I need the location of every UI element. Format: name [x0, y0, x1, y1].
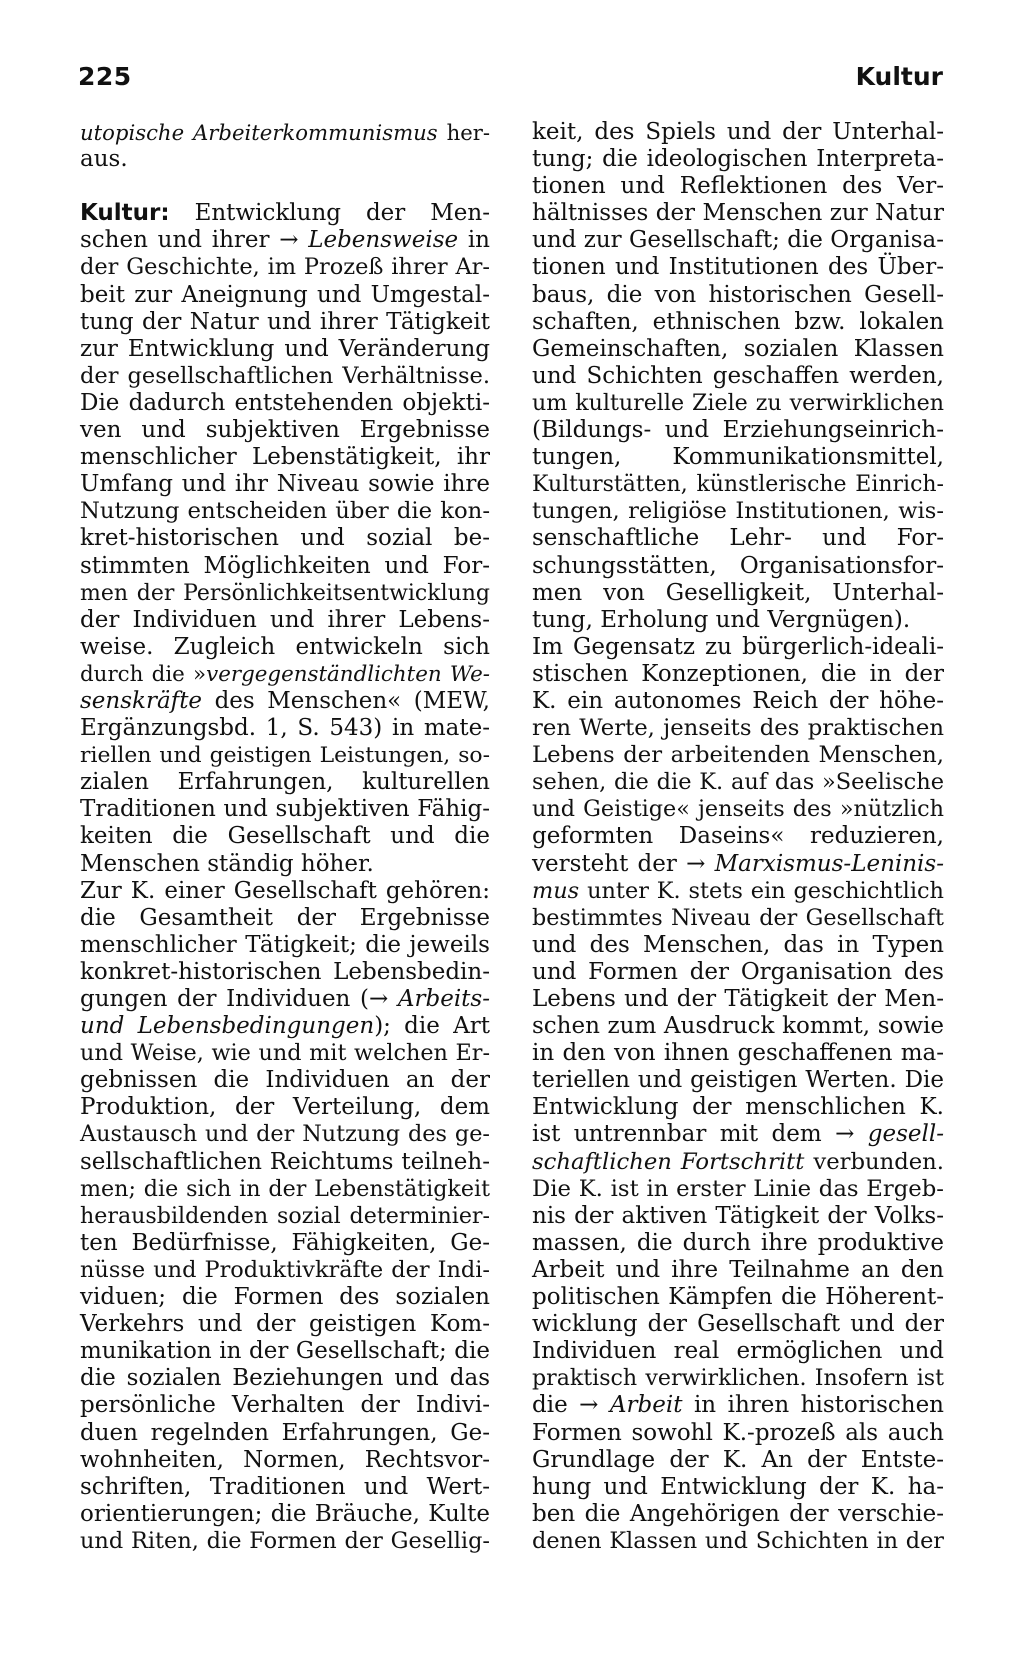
text-line: schungsstätten, Organisationsfor- [532, 552, 944, 579]
text-line: in den von ihnen geschaffenen ma- [532, 1040, 944, 1067]
text-line: ten Bedürfnisse, Fähigkeiten, Ge- [80, 1229, 490, 1256]
text-line: praktisch verwirklichen. Insofern ist [532, 1365, 944, 1392]
text-line: konkret-historischen Lebensbedin- [80, 958, 490, 985]
text-line: um kulturelle Ziele zu verwirklichen [532, 389, 944, 416]
text-line: Entwicklung der menschlichen K. [532, 1094, 944, 1121]
text-line: und Geistige« jenseits des »nützlich [532, 796, 944, 823]
text-line: Menschen ständig höher. [80, 850, 374, 877]
text-line: tung, Erholung und Vergnügen). [532, 606, 911, 633]
text-line: beit zur Aneignung und Umgestal- [80, 281, 490, 308]
text-line: zur Entwicklung und Veränderung [80, 335, 490, 362]
text-line: teriellen und geistigen Werten. Die [532, 1067, 944, 1094]
text-line: nüsse und Produktivkräfte der Indi- [80, 1256, 490, 1283]
text-line: und des Menschen, das in Typen [532, 931, 944, 958]
text-line: viduen; die Formen des sozialen [80, 1284, 490, 1311]
text-line: Lebens der arbeitenden Menschen, [532, 742, 944, 769]
text-line: Austausch und der Nutzung des ge- [80, 1121, 490, 1148]
text-line: aus. [80, 146, 128, 173]
text-line: schriften, Traditionen und Wert- [80, 1473, 490, 1500]
text-line: Lebens und der Tätigkeit der Men- [532, 986, 944, 1012]
text-line: munikation in der Gesellschaft; die [80, 1338, 490, 1365]
text-line: tungen, Kommunikationsmittel, [532, 444, 944, 471]
text-line: zialen Erfahrungen, kulturellen [80, 769, 490, 796]
text-line: stimmten Möglichkeiten und For- [80, 552, 490, 579]
text-line: politischen Kämpfen die Höherent- [532, 1284, 944, 1311]
text-line: tionen und Reflektionen des Ver- [532, 173, 944, 200]
text-line: ben die Angehörigen der verschie- [532, 1500, 944, 1527]
text-line: senskräfte des Menschen« (MEW, [80, 687, 490, 714]
text-line: Gemeinschaften, sozialen Klassen [532, 335, 944, 362]
text-line: tionen und Institutionen des Über- [532, 254, 944, 281]
entry-headword: Kultur: [80, 200, 170, 227]
text-line: (Bildungs- und Erziehungseinrich- [532, 417, 944, 444]
text-line: herausbildenden sozial determinier- [80, 1202, 490, 1229]
italic-quote: senskräfte [80, 687, 203, 714]
text-line: Umfang und ihr Niveau sowie ihre [80, 471, 490, 498]
text-line: massen, die durch ihre produktive [532, 1229, 944, 1256]
text-line: die Gesamtheit der Ergebnisse [80, 904, 490, 931]
text-line: ren Werte, jenseits des praktischen [532, 715, 944, 742]
text-line: Arbeit und ihre Teilnahme an den [532, 1256, 944, 1283]
text-line: gungen der Individuen (→ Arbeits- [80, 986, 490, 1012]
text-line: Nutzung entscheiden über die kon- [80, 498, 490, 525]
text-line: geformten Daseins« reduzieren, [532, 823, 944, 850]
text-line: Traditionen und subjektiven Fähig- [80, 796, 490, 823]
text-line: der gesellschaftlichen Verhältnisse. [80, 362, 490, 389]
text-line: schen zum Ausdruck kommt, sowie [532, 1013, 944, 1040]
text-line: wohnheiten, Normen, Rechtsvor- [80, 1446, 490, 1473]
text-line: durch die »vergegenständlichten We- [80, 661, 490, 687]
text-line: wicklung der Gesellschaft und der [532, 1311, 944, 1338]
text-line: Grundlage der K. An der Entste- [532, 1446, 944, 1473]
text-line: Individuen real ermöglichen und [532, 1338, 944, 1365]
cross-reference: Lebensweise [308, 227, 459, 254]
text-line: tung; die ideologischen Interpreta- [532, 146, 944, 173]
text-line: Formen sowohl K.-prozeß als auch [532, 1419, 944, 1446]
italic-term: utopische Arbeiterkommunismus [80, 120, 438, 145]
cross-reference: Arbeit [609, 1392, 683, 1419]
text-line: Zur K. einer Gesellschaft gehören: [80, 877, 490, 904]
text-line: menschlicher Tätigkeit; die jeweils [80, 931, 490, 958]
text-line: keiten die Gesellschaft und die [80, 823, 490, 850]
text-line: weise. Zugleich entwickeln sich [80, 633, 490, 660]
text-line: und Schichten geschaffen werden, [532, 362, 944, 389]
text-line: ist untrennbar mit dem → gesell- [532, 1121, 944, 1148]
page-number: 225 [78, 62, 132, 91]
text-line: Kulturstätten, künstlerische Einrich- [532, 472, 944, 498]
text-line: Verkehrs und der geistigen Kom- [80, 1311, 490, 1338]
text-line: Im Gegensatz zu bürgerlich-ideali- [532, 633, 944, 660]
text-line: schaften, ethnischen bzw. lokalen [532, 308, 944, 335]
text-line: die sozialen Beziehungen und das [80, 1365, 490, 1392]
text-line: tung der Natur und ihrer Tätigkeit [80, 308, 490, 335]
text-line: men der Persönlichkeitsentwicklung [80, 580, 490, 606]
text-line: und Formen der Organisation des [532, 958, 944, 985]
text-line: persönliche Verhalten der Indivi- [80, 1392, 490, 1419]
paragraph-gap [80, 173, 490, 200]
cross-reference: und Lebensbedingungen [80, 1013, 375, 1040]
right-column [532, 119, 944, 1555]
entry-headword-line: Kultur: Entwicklung der Men- [80, 200, 490, 227]
text-line: hältnisses der Menschen zur Natur [532, 200, 944, 227]
running-head: Kultur [855, 62, 943, 91]
text-line: stischen Konzeptionen, die in der [532, 660, 944, 687]
text-line: utopische Arbeiterkommunismus her- [80, 120, 491, 145]
text-line: K. ein autonomes Reich der höhe- [532, 687, 944, 714]
text-line: ven und subjektiven Ergebnisse [80, 417, 490, 444]
text-line: der Geschichte, im Prozeß ihrer Ar- [80, 254, 490, 281]
text-line: die → Arbeit in ihren historischen [532, 1392, 944, 1419]
text-line: baus, die von historischen Gesell- [532, 281, 944, 308]
text-line: bestimmtes Niveau der Gesellschaft [532, 904, 944, 931]
italic-quote: vergegenständlichten We- [206, 661, 490, 687]
text-line: nis der aktiven Tätigkeit der Volks- [532, 1202, 944, 1229]
cross-reference: mus [532, 877, 580, 904]
text-line: schen und ihrer → Lebensweise in [80, 227, 490, 254]
text-line: sehen, die die K. auf das »Seelische [532, 769, 944, 796]
text-line: denen Klassen und Schichten in der [532, 1527, 944, 1554]
cross-reference: schaftlichen Fortschritt [532, 1148, 805, 1175]
text-line: sellschaftlichen Reichtums teilneh- [80, 1148, 490, 1175]
text-line: tungen, religiöse Institutionen, wis- [532, 498, 944, 525]
text-line: der Individuen und ihrer Lebens- [80, 606, 490, 633]
text-line: schaftlichen Fortschritt verbunden. [532, 1148, 944, 1175]
text-line: duen regelnden Erfahrungen, Ge- [80, 1419, 490, 1446]
text-line: menschlicher Lebenstätigkeit, ihr [80, 444, 490, 471]
text-line: Die dadurch entstehenden objekti- [80, 389, 490, 416]
text-line: riellen und geistigen Leistungen, so- [80, 743, 490, 769]
text-line: hung und Entwicklung der K. ha- [532, 1473, 944, 1500]
text-line: Ergänzungsbd. 1, S. 543) in mate- [80, 715, 490, 742]
text-line: und zur Gesellschaft; die Organisa- [532, 227, 944, 254]
text-line: und Weise, wie und mit welchen Er- [80, 1040, 490, 1067]
left-column [80, 119, 490, 1555]
text-line: Die K. ist in erster Linie das Ergeb- [532, 1175, 944, 1202]
text-line: kret-historischen und sozial be- [80, 525, 490, 552]
text-line: und Lebensbedingungen); die Art [80, 1013, 490, 1040]
text-line: orientierungen; die Bräuche, Kulte [80, 1500, 490, 1527]
cross-reference: Marxismus-Leninis- [714, 850, 944, 877]
text-line: und Riten, die Formen der Gesellig- [80, 1527, 490, 1554]
text-line: mus unter K. stets ein geschichtlich [532, 877, 944, 904]
text-line: men; die sich in der Lebenstätigkeit [80, 1175, 490, 1202]
text-line: gebnissen die Individuen an der [80, 1067, 490, 1094]
text-line: keit, des Spiels und der Unterhal- [532, 119, 944, 145]
text-line: senschaftliche Lehr- und For- [532, 525, 944, 552]
text-line: men von Geselligkeit, Unterhal- [532, 579, 944, 606]
cross-reference: Arbeits- [397, 986, 490, 1012]
cross-reference: gesell- [867, 1121, 944, 1148]
text-line: Produktion, der Verteilung, dem [80, 1094, 490, 1121]
text-line: versteht der → Marxismus-Leninis- [532, 850, 944, 877]
